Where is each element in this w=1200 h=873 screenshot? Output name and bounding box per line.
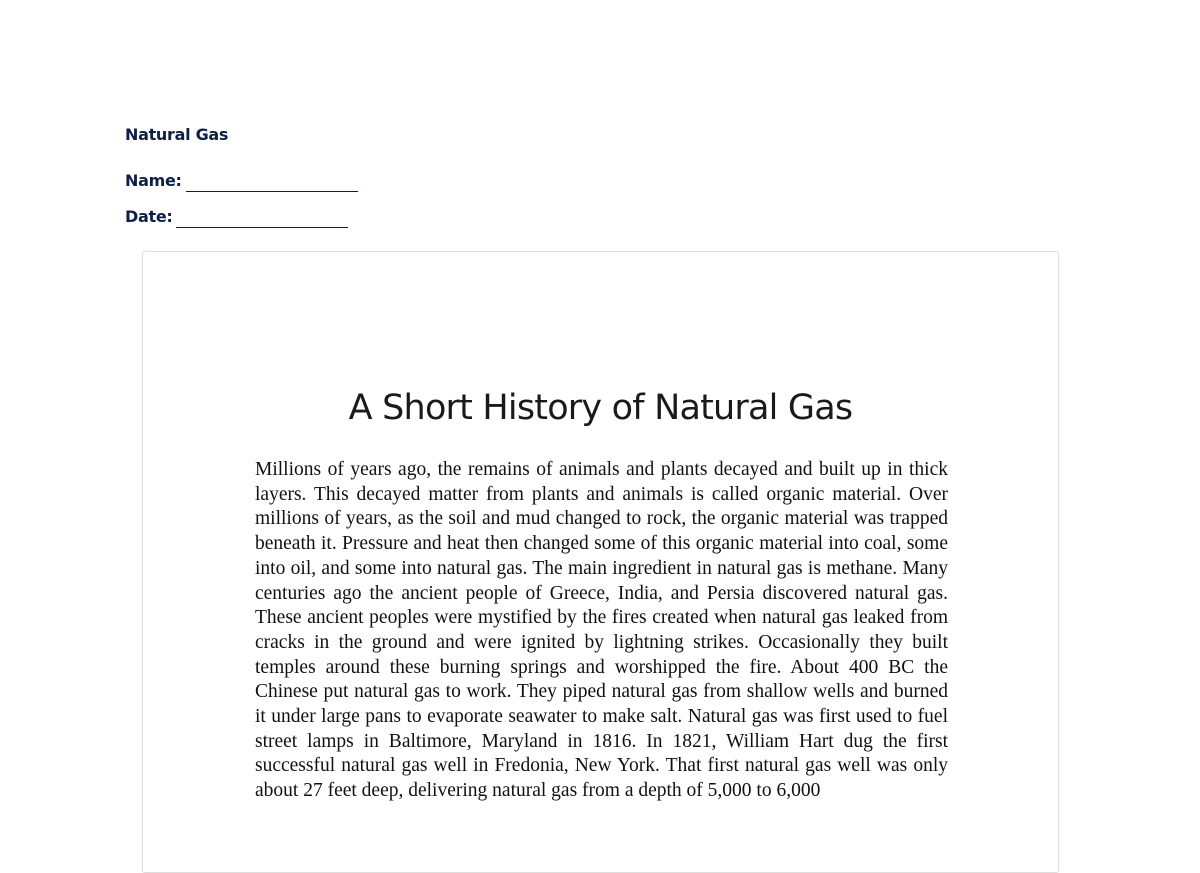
- date-field: [125, 206, 358, 228]
- date-label: Date:: [125, 207, 173, 226]
- name-label: Name:: [125, 171, 182, 190]
- worksheet-title: Natural Gas: [125, 125, 229, 144]
- name-field: [125, 170, 358, 192]
- worksheet-header: [125, 124, 358, 242]
- document-heading: A Short History of Natural Gas: [348, 388, 853, 428]
- document-viewer[interactable]: [142, 251, 1059, 873]
- name-blank-line[interactable]: [186, 175, 358, 192]
- date-blank-line[interactable]: [176, 211, 348, 228]
- document-paragraph: Millions of years ago, the remains of animals and plants decayed and built up in thick layers. This decayed matter from plants and animals is called organic material. Over millions of years, as the soil and mud changed to rock, the organic material was trapped beneath it. Pressure and heat then changed some of this organic material into coal, some into oil, and some into natural gas. The main ingredient in natural gas is methane. Many centuries ago the ancient people of Greece, India, and Persia discovered natural gas. These ancient peoples were mystified by the fires created when natural gas leaked from cracks in the ground and were ignited by lightning strikes. Occasionally they built temples around these burning springs and worshipped the fire. About 400 BC the Chinese put natural gas to work. They piped natural gas from shallow wells and burned it under large pans to evaporate seawater to make salt. Natural gas was first used to fuel street lamps in Baltimore, Maryland in 1816. In 1821, William Hart dug the first successful natural gas well in Fredonia, New York. That first natural gas well was only about 27 feet deep, delivering natural gas from a depth of 5,000 to 6,000: [255, 459, 948, 802]
